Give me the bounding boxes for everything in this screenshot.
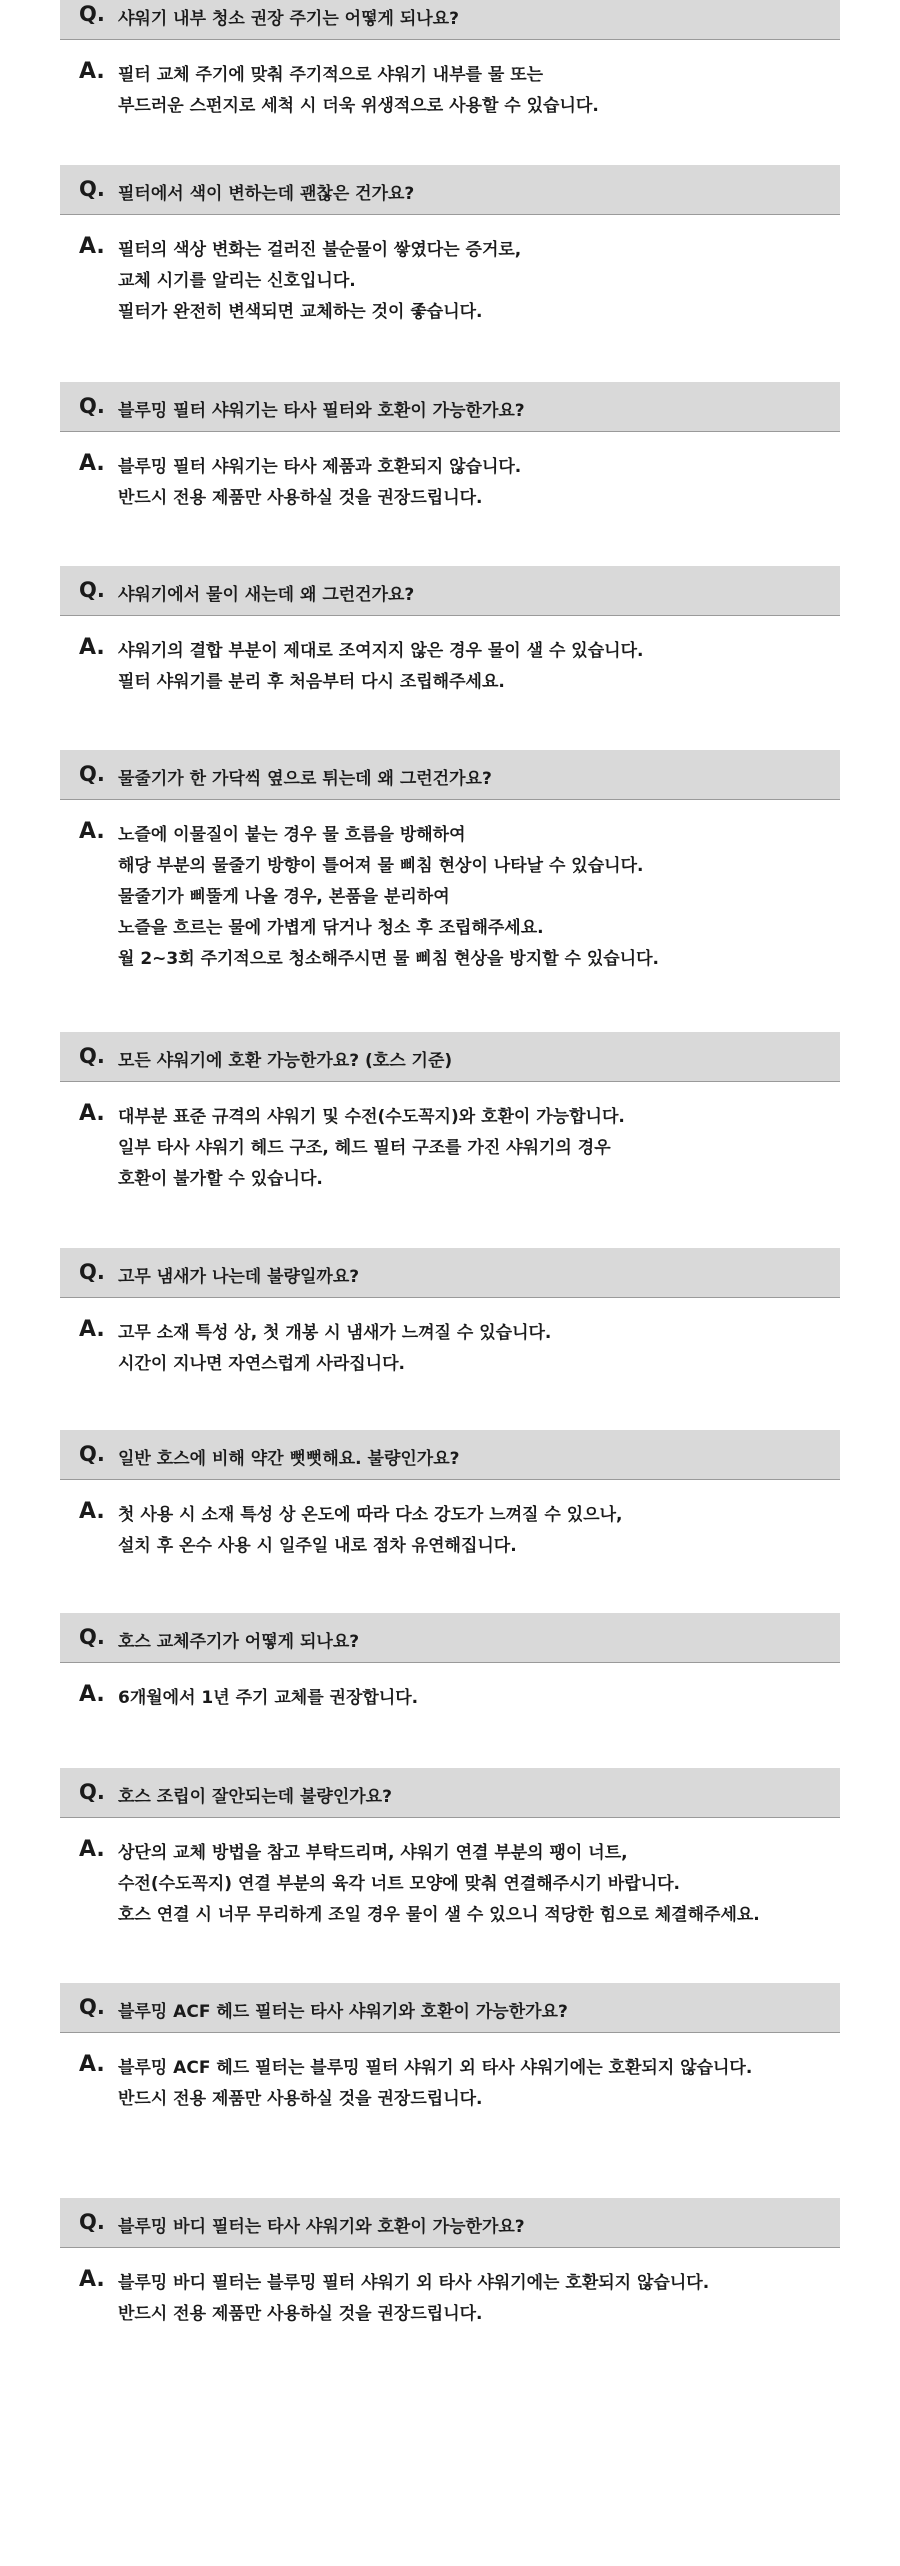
answer-line: 6개월에서 1년 주기 교체를 권장합니다. <box>118 1688 419 1708</box>
answer-mark-label: A. <box>79 59 105 84</box>
question-mark-label: Q. <box>79 1260 105 1284</box>
question-text: 호스 조립이 잘안되는데 불량인가요? <box>118 1787 392 1807</box>
answer-text <box>118 636 643 698</box>
answer-line: 블루밍 필터 샤워기는 타사 제품과 호환되지 않습니다. <box>118 457 522 477</box>
question-mark-label: Q. <box>79 1625 105 1649</box>
answer-text <box>118 235 521 328</box>
answer-text <box>118 2268 709 2330</box>
answer-mark-label: A. <box>79 635 105 660</box>
faq-question <box>60 1430 840 1480</box>
answer-text <box>118 2053 752 2115</box>
answer-mark-label: A. <box>79 1317 105 1342</box>
question-mark-label: Q. <box>79 177 105 201</box>
question-text: 샤워기 내부 청소 권장 주기는 어떻게 되나요? <box>118 9 459 29</box>
answer-mark-label: A. <box>79 1837 105 1862</box>
answer-text <box>118 1318 551 1380</box>
answer-line: 부드러운 스펀지로 세척 시 더욱 위생적으로 사용할 수 있습니다. <box>118 96 599 116</box>
answer-line: 블루밍 ACF 헤드 필터는 블루밍 필터 샤워기 외 타사 샤워기에는 호환되지 않습니다. <box>118 2058 753 2078</box>
answer-line: 해당 부분의 물줄기 방향이 틀어져 물 삐침 현상이 나타날 수 있습니다. <box>118 856 644 876</box>
answer-line: 샤워기의 결합 부분이 제대로 조여지지 않은 경우 물이 샐 수 있습니다. <box>118 641 644 661</box>
question-mark-label: Q. <box>79 578 105 602</box>
answer-line: 교체 시기를 알리는 신호입니다. <box>118 271 356 291</box>
answer-line: 필터 교체 주기에 맞춰 주기적으로 샤워기 내부를 물 또는 <box>118 65 544 85</box>
answer-line: 필터의 색상 변화는 걸러진 불순물이 쌓였다는 증거로, <box>118 240 522 260</box>
answer-mark-label: A. <box>79 1499 105 1524</box>
question-text: 샤워기에서 물이 새는데 왜 그런건가요? <box>118 585 415 605</box>
question-mark-label: Q. <box>79 1044 105 1068</box>
answer-text <box>118 1500 622 1562</box>
answer-line: 노즐에 이물질이 붙는 경우 물 흐름을 방해하여 <box>118 825 466 845</box>
answer-line: 대부분 표준 규격의 샤워기 및 수전(수도꼭지)와 호환이 가능합니다. <box>118 1107 625 1127</box>
answer-line: 반드시 전용 제품만 사용하실 것을 권장드립니다. <box>118 2304 483 2324</box>
answer-text <box>118 1102 625 1195</box>
question-mark-label: Q. <box>79 1780 105 1804</box>
faq-question <box>60 750 840 800</box>
faq-question <box>60 1032 840 1082</box>
answer-line: 노즐을 흐르는 물에 가볍게 닦거나 청소 후 조립해주세요. <box>118 918 544 938</box>
question-mark-label: Q. <box>79 2 105 26</box>
answer-text <box>118 1683 418 1714</box>
answer-line: 블루밍 바디 필터는 블루밍 필터 샤워기 외 타사 샤워기에는 호환되지 않습니다. <box>118 2273 710 2293</box>
answer-mark-label: A. <box>79 2267 105 2292</box>
question-text: 일반 호스에 비해 약간 뻣뻣해요. 불량인가요? <box>118 1449 460 1469</box>
answer-text <box>118 60 599 122</box>
answer-text <box>118 820 659 975</box>
answer-line: 상단의 교체 방법을 참고 부탁드리며, 샤워기 연결 부분의 팽이 너트, <box>118 1843 628 1863</box>
question-mark-label: Q. <box>79 394 105 418</box>
question-text: 고무 냄새가 나는데 불량일까요? <box>118 1267 360 1287</box>
answer-text <box>118 1838 760 1931</box>
answer-line: 호환이 불가할 수 있습니다. <box>118 1169 323 1189</box>
answer-line: 반드시 전용 제품만 사용하실 것을 권장드립니다. <box>118 2089 483 2109</box>
answer-mark-label: A. <box>79 1101 105 1126</box>
faq-question <box>60 1613 840 1663</box>
answer-mark-label: A. <box>79 819 105 844</box>
question-text: 블루밍 바디 필터는 타사 샤워기와 호환이 가능한가요? <box>118 2217 525 2237</box>
faq-question <box>60 0 840 40</box>
question-mark-label: Q. <box>79 1442 105 1466</box>
question-text: 물줄기가 한 가닥씩 옆으로 튀는데 왜 그런건가요? <box>118 769 492 789</box>
faq-question <box>60 1248 840 1298</box>
question-mark-label: Q. <box>79 1995 105 2019</box>
answer-line: 수전(수도꼭지) 연결 부분의 육각 너트 모양에 맞춰 연결해주시기 바랍니다. <box>118 1874 681 1894</box>
faq-question <box>60 566 840 616</box>
faq-question <box>60 1768 840 1818</box>
answer-mark-label: A. <box>79 451 105 476</box>
answer-line: 월 2~3회 주기적으로 청소해주시면 물 삐침 현상을 방지할 수 있습니다. <box>118 949 660 969</box>
question-text: 필터에서 색이 변하는데 괜찮은 건가요? <box>118 184 415 204</box>
question-text: 모든 샤워기에 호환 가능한가요? (호스 기준) <box>118 1051 453 1071</box>
faq-question <box>60 382 840 432</box>
answer-line: 필터가 완전히 변색되면 교체하는 것이 좋습니다. <box>118 302 483 322</box>
answer-line: 호스 연결 시 너무 무리하게 조일 경우 물이 샐 수 있으니 적당한 힘으로 체결해주세요. <box>118 1905 760 1925</box>
answer-line: 물줄기가 삐뚤게 나올 경우, 본품을 분리하여 <box>118 887 450 907</box>
question-mark-label: Q. <box>79 762 105 786</box>
answer-line: 설치 후 온수 사용 시 일주일 내로 점차 유연해집니다. <box>118 1536 517 1556</box>
answer-mark-label: A. <box>79 1682 105 1707</box>
answer-mark-label: A. <box>79 2052 105 2077</box>
answer-line: 고무 소재 특성 상, 첫 개봉 시 냄새가 느껴질 수 있습니다. <box>118 1323 552 1343</box>
answer-line: 필터 샤워기를 분리 후 처음부터 다시 조립해주세요. <box>118 672 505 692</box>
answer-line: 일부 타사 샤워기 헤드 구조, 헤드 필터 구조를 가진 샤워기의 경우 <box>118 1138 611 1158</box>
faq-question <box>60 165 840 215</box>
question-text: 호스 교체주기가 어떻게 되나요? <box>118 1632 360 1652</box>
question-text: 블루밍 필터 샤워기는 타사 필터와 호환이 가능한가요? <box>118 401 525 421</box>
answer-line: 반드시 전용 제품만 사용하실 것을 권장드립니다. <box>118 488 483 508</box>
faq-question <box>60 2198 840 2248</box>
answer-text <box>118 452 521 514</box>
answer-line: 첫 사용 시 소재 특성 상 온도에 따라 다소 강도가 느껴질 수 있으나, <box>118 1505 623 1525</box>
faq-question <box>60 1983 840 2033</box>
answer-mark-label: A. <box>79 234 105 259</box>
answer-line: 시간이 지나면 자연스럽게 사라집니다. <box>118 1354 405 1374</box>
question-text: 블루밍 ACF 헤드 필터는 타사 샤워기와 호환이 가능한가요? <box>118 2002 568 2022</box>
question-mark-label: Q. <box>79 2210 105 2234</box>
